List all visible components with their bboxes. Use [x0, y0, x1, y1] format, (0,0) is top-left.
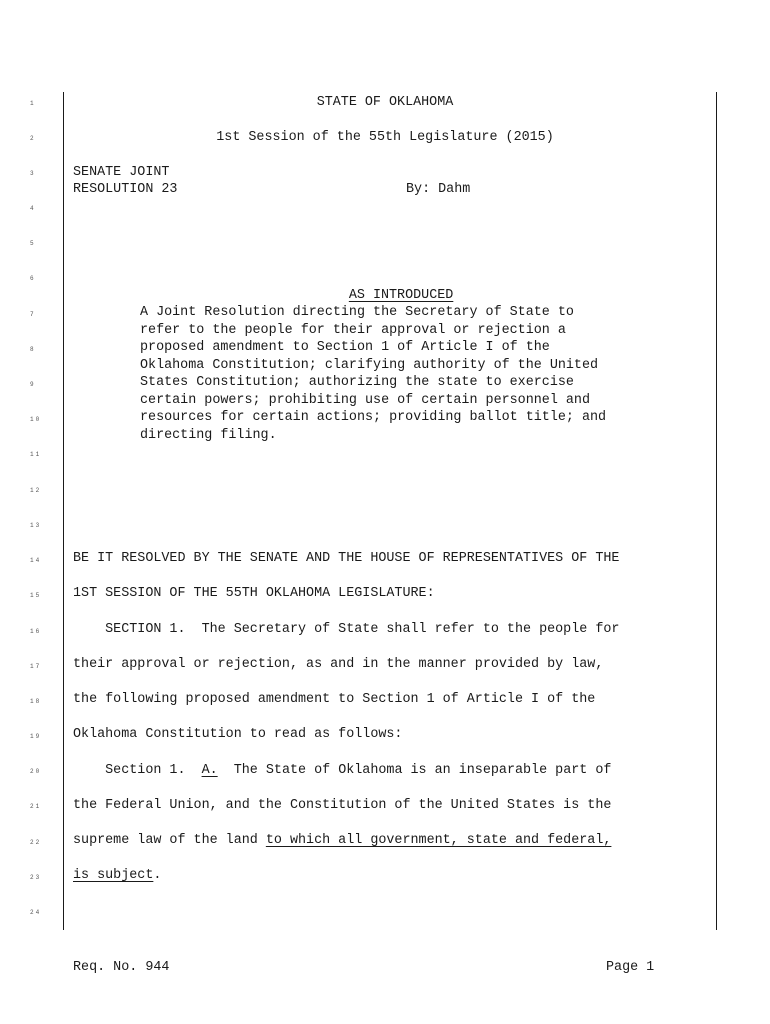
bill-type-line2: RESOLUTION 23: [73, 182, 178, 197]
line-number: 20: [30, 768, 42, 775]
section1-line2: their approval or rejection, as and in the manner provided by law,: [73, 657, 604, 672]
state-title: STATE OF OKLAHOMA: [316, 95, 454, 110]
line-number: 11: [30, 451, 42, 458]
amendment-line1-rest: The State of Oklahoma is an inseparable part of: [217, 763, 612, 778]
request-number: Req. No. 944: [73, 960, 170, 975]
line-number: 5: [30, 240, 36, 247]
amendment-line4: [73, 867, 161, 885]
page-number: Page 1: [606, 960, 655, 975]
amendment-line3: [73, 832, 611, 850]
line-number: 18: [30, 698, 42, 705]
line-number: 17: [30, 663, 42, 670]
line-number: 9: [30, 381, 36, 388]
session-title: 1st Session of the 55th Legislature (2015): [216, 130, 554, 145]
line-number: 22: [30, 839, 42, 846]
left-margin-rule: [63, 92, 64, 930]
amendment-line3-prefix: supreme law of the land: [73, 833, 266, 848]
amendment-line2: the Federal Union, and the Constitution of the United States is the: [73, 798, 612, 813]
line-number: 13: [30, 522, 42, 529]
line-number: 21: [30, 803, 42, 810]
line-number: 2: [30, 135, 36, 142]
line-number: 12: [30, 487, 42, 494]
section1-line4: Oklahoma Constitution to read as follows:: [73, 727, 403, 742]
line-number: 3: [30, 170, 36, 177]
author-line: By: Dahm: [406, 182, 471, 197]
section1-line3: the following proposed amendment to Section 1 of Article I of the: [73, 692, 596, 707]
status-text: AS INTRODUCED: [348, 287, 454, 303]
amendment-new-language: to which all government, state and federal,: [265, 833, 612, 848]
line-number: 16: [30, 628, 42, 635]
line-number: 8: [30, 346, 36, 353]
resolution-summary: A Joint Resolution directing the Secretary of State to refer to the people for their approval or rejection a proposed amendment to Section 1 of Article I of the Oklahoma Constitution; clarifying authority of the United States Constitution; authorizing the state to exercise certain powers; prohibiting use of certain personnel and resources for certain actions; providing ballot title; and directing filing.: [140, 305, 607, 443]
right-margin-rule: [716, 92, 717, 930]
amendment-new-language-end: is subject: [73, 868, 154, 883]
resolved-clause-line2: 1ST SESSION OF THE 55TH OKLAHOMA LEGISLATURE:: [73, 586, 435, 601]
resolved-clause-line1: BE IT RESOLVED BY THE SENATE AND THE HOUSE OF REPRESENTATIVES OF THE: [73, 551, 620, 566]
line-number: 6: [30, 275, 36, 282]
line-number: 15: [30, 592, 42, 599]
section1-line1: SECTION 1. The Secretary of State shall refer to the people for: [73, 622, 620, 637]
line-number: 24: [30, 909, 42, 916]
amendment-line4-period: .: [153, 868, 162, 883]
line-number: 4: [30, 205, 36, 212]
bill-type-line1: SENATE JOINT: [73, 165, 170, 180]
line-number: 23: [30, 874, 42, 881]
line-number: 1: [30, 100, 36, 107]
amendment-subsection-a: A.: [201, 763, 218, 778]
line-number: 14: [30, 557, 42, 564]
line-number: 19: [30, 733, 42, 740]
line-number: 10: [30, 416, 42, 423]
line-number: 7: [30, 311, 36, 318]
amendment-line1: [73, 762, 611, 780]
amendment-section-prefix: Section 1.: [73, 763, 202, 778]
